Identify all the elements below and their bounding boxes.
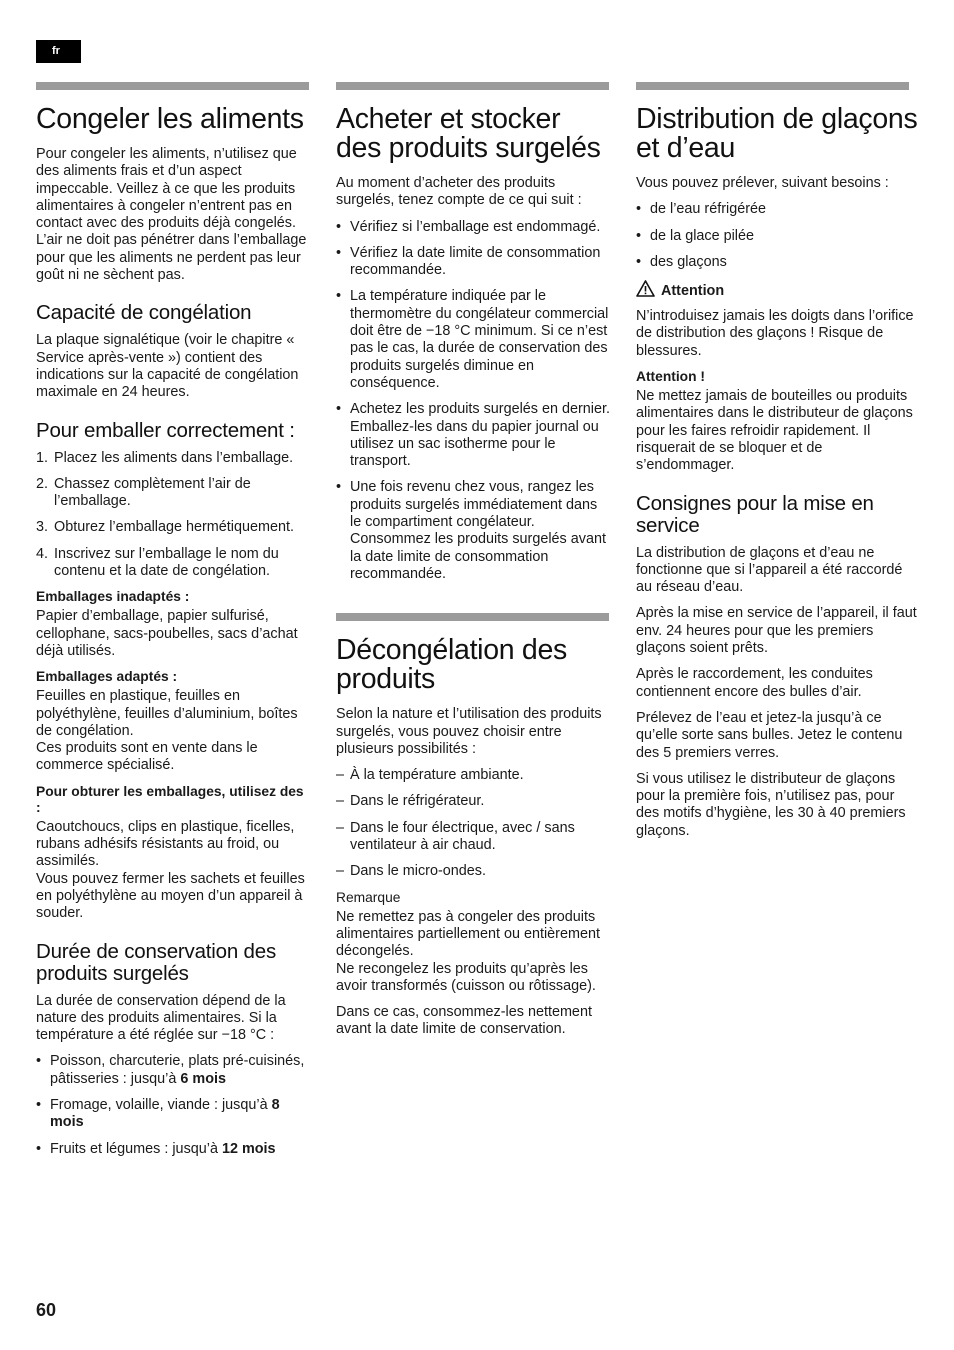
section-divider bbox=[36, 82, 309, 90]
list-item: • La température indiquée par le thermomètre du congélateur commercial doit être de −18 °C minimum. Si ce n’est pas le cas, la durée de conservation des produits surgelés diminue en conséquence. bbox=[336, 288, 609, 391]
suitable-text: Feuilles en plastique, feuilles en polyéthylène, feuilles d’aluminium, boîtes de congélation. bbox=[36, 688, 298, 739]
list-item: • Poisson, charcuterie, plats pré-cuisinés, pâtisseries : jusqu’à 6 mois bbox=[36, 1053, 305, 1087]
warning-triangle-icon bbox=[636, 280, 655, 302]
setup-para: Après la mise en service de l’appareil, il faut env. 24 heures pour que les premiers glaçons soient prêts. bbox=[636, 605, 917, 657]
duration-text: La durée de conservation dépend de la nature des produits alimentaires. Si la température a été réglée sur −18 °C : bbox=[36, 992, 286, 1044]
setup-para: La distribution de glaçons et d’eau ne fonctionne que si l’appareil a été raccordé au réseau d’eau. bbox=[636, 544, 903, 596]
seal-label: Pour obturer les emballages, utilisez des : bbox=[36, 783, 304, 815]
column-dispenser bbox=[636, 82, 918, 849]
section-divider bbox=[336, 613, 609, 621]
packing-steps bbox=[36, 450, 312, 581]
warning-text: N’introduisez jamais les doigts dans l’orifice de distribution des glaçons ! Risque de blessures. bbox=[636, 308, 914, 359]
section-title-dispenser: Distribution de glaçons et d’eau bbox=[636, 103, 918, 164]
duration-list bbox=[36, 1053, 312, 1157]
section-title-freezing: Congeler les aliments bbox=[36, 103, 304, 135]
capacity-text: La plaque signalétique (voir le chapitre « Service après-vente ») contient des indications sur la capacité de congélation maximale en 24 heures. bbox=[36, 332, 299, 401]
list-item: 2. Chassez complètement l’air de l’emballage. bbox=[36, 475, 251, 510]
note-label: Remarque bbox=[336, 889, 401, 905]
list-item: – Dans le four électrique, avec / sans ventilateur à air chaud. bbox=[336, 819, 575, 854]
buying-list bbox=[336, 219, 612, 584]
thaw-final: Dans ce cas, consommez-les nettement avant la date limite de conservation. bbox=[336, 1004, 592, 1038]
language-tab: fr bbox=[36, 40, 81, 63]
attention-text: Ne mettez jamais de bouteilles ou produits alimentaires dans le distributeur de glaçons pour les faires refroidir rapidement. Il risquerait de se bloquer et de s’endommager. bbox=[636, 388, 913, 474]
list-item: • de l’eau réfrigérée bbox=[636, 201, 766, 218]
list-item: • de la glace pilée bbox=[636, 227, 755, 244]
seal-text: Caoutchoucs, clips en plastique, ficelles, rubans adhésifs résistants au froid, ou assimilés. bbox=[36, 818, 295, 870]
list-item: • des glaçons bbox=[636, 253, 727, 270]
unsuitable-text: Papier d’emballage, papier sulfurisé, cellophane, sacs-poubelles, sacs d’achat déjà utilisés. bbox=[36, 608, 298, 659]
list-item: – Dans le micro-ondes. bbox=[336, 863, 486, 880]
list-item: • Fruits et légumes : jusqu’à 12 mois bbox=[36, 1140, 276, 1157]
section-title-thawing: Décongélation des produits bbox=[336, 634, 567, 696]
dispenser-intro: Vous pouvez prélever, suivant besoins : bbox=[636, 175, 889, 191]
list-item: 4. Inscrivez sur l’emballage le nom du contenu et la date de congélation. bbox=[36, 545, 279, 580]
column-buying bbox=[336, 82, 612, 1048]
buying-intro: Au moment d’acheter des produits surgelés, tenez compte de ce qui suit : bbox=[336, 175, 582, 209]
setup-para: Prélevez de l’eau et jetez-la jusqu’à ce qu’elle sorte sans bulles. Jetez le contenu des 5 premiers verres. bbox=[636, 709, 903, 761]
section-divider bbox=[636, 82, 909, 90]
column-freezing bbox=[36, 82, 312, 1167]
list-item: • Vérifiez la date limite de consommation recommandée. bbox=[336, 244, 601, 279]
setup-para: Si vous utilisez le distributeur de glaçons pour la première fois, n’utilisez pas, pour des motifs d’hygiène, les 30 à 40 premiers glaçons. bbox=[636, 770, 906, 839]
freezing-intro: Pour congeler les aliments, n’utilisez que des aliments frais et d’un aspect impeccable. Veillez à ce que les produits alimentaires à congeler n’entrent pas en contact avec des produits déjà congelés. L’air ne doit pas pénétrer dans l’emballage pour que les aliments ne perdent pas leur goût ni ne sèchent pas. bbox=[36, 146, 307, 284]
list-item: – À la température ambiante. bbox=[336, 767, 524, 784]
page-number: 60 bbox=[36, 1300, 57, 1320]
setup-heading: Consignes pour la mise en service bbox=[636, 491, 874, 537]
setup-para: Après le raccordement, les conduites contiennent encore des bulles d’air. bbox=[636, 666, 873, 700]
suitable-text-2: Ces produits sont en vente dans le commerce spécialisé. bbox=[36, 740, 258, 774]
suitable-label: Emballages adaptés : bbox=[36, 669, 178, 685]
list-item: • Fromage, volaille, viande : jusqu’à 8 mois bbox=[36, 1096, 280, 1131]
section-title-buying: Acheter et stocker des produits surgelés bbox=[336, 103, 601, 164]
warning-heading bbox=[636, 280, 918, 302]
section-divider bbox=[336, 82, 609, 90]
unsuitable-label: Emballages inadaptés : bbox=[36, 589, 190, 605]
list-item: • Vérifiez si l’emballage est endommagé. bbox=[336, 218, 601, 235]
capacity-heading: Capacité de congélation bbox=[36, 301, 252, 325]
packing-heading: Pour emballer correctement : bbox=[36, 418, 295, 442]
dispenser-list bbox=[636, 201, 918, 271]
list-item: • Une fois revenu chez vous, rangez les produits surgelés immédiatement dans le compartiment congélateur. Consommez les produits surgelés avant la date limite de consommation recommandée. bbox=[336, 479, 606, 582]
thaw-list bbox=[336, 767, 612, 880]
note-text-2: Ne recongelez les produits qu’après les avoir transformés (cuisson ou rôtissage). bbox=[336, 960, 596, 994]
warning-label: Attention bbox=[661, 283, 725, 300]
list-item: – Dans le réfrigérateur. bbox=[336, 793, 485, 810]
attention-label: Attention ! bbox=[636, 369, 705, 385]
duration-heading: Durée de conservation des produits surgelés bbox=[36, 939, 277, 985]
note-text: Ne remettez pas à congeler des produits alimentaires partiellement ou entièrement décongelés. bbox=[336, 908, 600, 960]
thaw-intro: Selon la nature et l’utilisation des produits surgelés, vous pouvez choisir entre plusieurs possibilités : bbox=[336, 706, 602, 757]
seal-text-2: Vous pouvez fermer les sachets et feuilles en polyéthylène au moyen d’un appareil à souder. bbox=[36, 870, 305, 922]
list-item: 3. Obturez l’emballage hermétiquement. bbox=[36, 519, 294, 536]
list-item: • Achetez les produits surgelés en dernier. Emballez-les dans du papier journal ou utilisez un sac isotherme pour le transport. bbox=[336, 401, 610, 470]
list-item: 1. Placez les aliments dans l’emballage. bbox=[36, 449, 294, 466]
